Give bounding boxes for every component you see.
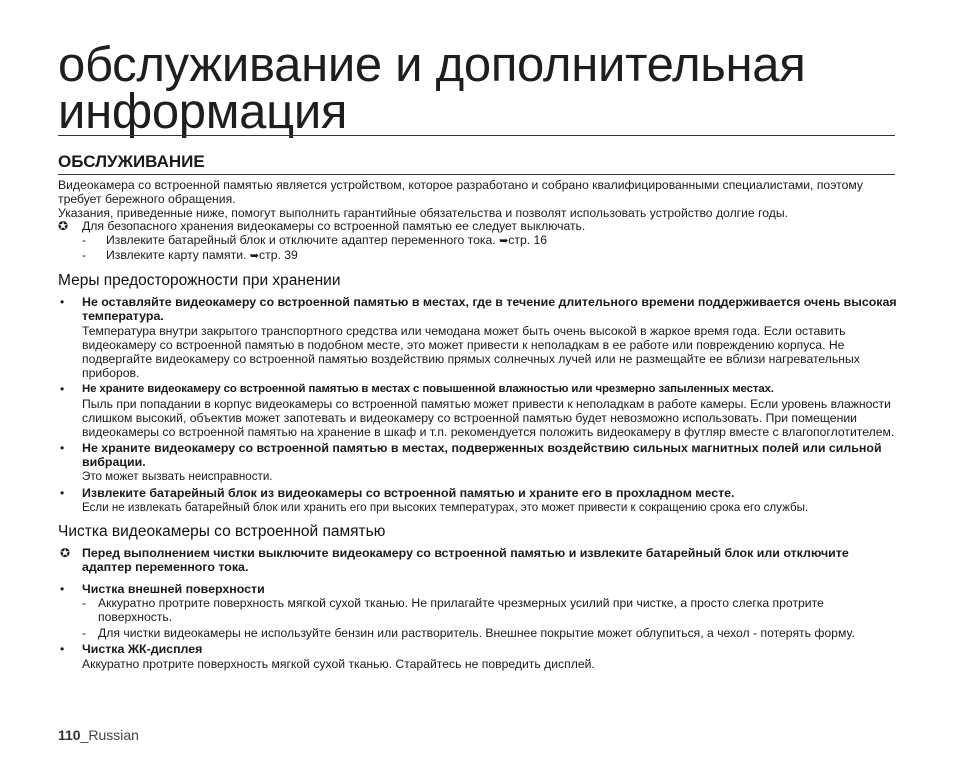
dash-item: - Извлеките батарейный блок и отключите адаптер переменного тока. ➥стр. 16 bbox=[82, 233, 548, 248]
page-ref-arrow-icon: ➥ bbox=[499, 235, 509, 248]
storage-item-title: Извлеките батарейный блок из видеокамеры со встроенной памятью и храните его в прохладном месте. bbox=[82, 485, 735, 500]
page-number: 110 bbox=[58, 727, 81, 743]
cleaning-lcd bbox=[58, 642, 898, 671]
dash-item: - Извлеките карту памяти. ➥стр. 39 bbox=[82, 247, 298, 262]
bullet-mark: • bbox=[60, 485, 65, 500]
dash-item-text: Извлеките карту памяти. bbox=[106, 247, 247, 262]
storage-item bbox=[58, 295, 898, 380]
intro-paragraph-2: Указания, приведенные ниже, помогут выполнить гарантийные обязательства и позволят использовать устройство долгие годы. bbox=[58, 205, 789, 220]
cleaning-note bbox=[58, 546, 898, 574]
page-ref[interactable]: стр. 39 bbox=[259, 247, 298, 262]
cleaning-lcd-title: Чистка ЖК-дисплея bbox=[82, 641, 203, 656]
cleaning-surface-title: Чистка внешней поверхности bbox=[82, 581, 265, 596]
page-footer bbox=[58, 727, 139, 743]
dash-item: - Аккуратно протрите поверхность мягкой сухой тканью. Не прилагайте чрезмерных усилий при чистке, а просто слегка протрите поверхность. bbox=[82, 596, 898, 624]
storage-item-title: Не храните видеокамеру со встроенной памятью в местах, подверженных воздействию сильных магнитных полей или сильной вибрации. bbox=[82, 440, 882, 469]
page-title-line2: информация bbox=[58, 85, 348, 139]
note-text: Для безопасного хранения видеокамеры со встроенной памятью ее следует выключать. bbox=[82, 219, 586, 234]
cleaning-surface bbox=[58, 582, 898, 640]
storage-item-title: Не оставляйте видеокамеру со встроенной памятью в местах, где в течение длительного времени поддерживается очень высокая температура. bbox=[82, 294, 897, 323]
storage-item bbox=[58, 486, 898, 515]
storage-item-title: Не храните видеокамеру со встроенной памятью в местах с повышенной влажностью или чрезмерно запыленных местах. bbox=[82, 382, 774, 395]
bullet-mark: • bbox=[60, 440, 65, 455]
bullet-mark: • bbox=[60, 294, 65, 309]
page-ref-arrow-icon: ➥ bbox=[249, 249, 260, 262]
storage-item bbox=[58, 441, 898, 484]
footer-separator: _ bbox=[80, 727, 89, 743]
storage-item bbox=[58, 382, 898, 439]
storage-item-body: Это может вызвать неисправности. bbox=[82, 469, 273, 483]
dash-item-text: Извлеките батарейный блок и отключите адаптер переменного тока. bbox=[106, 233, 496, 248]
bullet-mark: • bbox=[60, 381, 65, 396]
intro-paragraph-1: Видеокамера со встроенной памятью является устройством, которое разработано и собрано квалифицированными специалистами, поэтому требует бережного обращения. bbox=[58, 178, 863, 206]
page-ref[interactable]: стр. 16 bbox=[508, 233, 548, 248]
storage-item-body: Температура внутри закрытого транспортного средства или чемодана может быть очень высокой в жаркое время года. Если оставить видеокамеру со встроенной памятью в подобном месте, это может привести к неполадкам в ее работе или повреждению корпуса. Не подвергайте видеокамеру со встроенной памятью воздействию прямых солнечных лучей или не размещайте ее вблизи нагревательных приборов. bbox=[82, 323, 860, 380]
section-heading: ОБСЛУЖИВАНИЕ bbox=[58, 152, 895, 175]
bullet-mark: • bbox=[60, 581, 65, 596]
storage-item-body: Пыль при попадании в корпус видеокамеры со встроенной памятью может привести к неполадкам в работе камеры. Если уровень влажности слишком высокий, объектив может запотевать и видеокамеру со встроенной памятью будет невозможно использовать. При помещении видеокамеры со встроенной памятью на хранение в шкаф и т.п. рекомендуется положить видеокамеру в футляр вместе с влагопоглотителем. bbox=[82, 396, 895, 439]
storage-item-body: Если не извлекать батарейный блок или хранить его при высоких температурах, это может привести к сокращению срока его службы. bbox=[82, 500, 809, 514]
note-icon: ✪ bbox=[58, 219, 69, 234]
dash-item: - Для чистки видеокамеры не используйте бензин или растворитель. Внешнее покрытие может облупиться, а чехол - потерять форму. bbox=[82, 625, 855, 640]
page-title-line1: обслуживание и дополнительная bbox=[58, 38, 806, 92]
storage-heading: Меры предосторожности при хранении bbox=[58, 271, 341, 289]
bullet-mark: • bbox=[60, 641, 65, 656]
title-divider bbox=[58, 135, 895, 136]
storage-note bbox=[58, 220, 898, 234]
footer-language: Russian bbox=[88, 727, 139, 743]
page-title bbox=[58, 38, 918, 139]
cleaning-heading: Чистка видеокамеры со встроенной памятью bbox=[58, 522, 386, 540]
cleaning-note-text: Перед выполнением чистки выключите видеокамеру со встроенной памятью и извлеките батарейный блок или отключите адаптер переменного тока. bbox=[82, 545, 849, 574]
dash-item-text: Для чистки видеокамеры не используйте бензин или растворитель. Внешнее покрытие может облупиться, а чехол - потерять форму. bbox=[98, 625, 855, 640]
cleaning-lcd-text: Аккуратно протрите поверхность мягкой сухой тканью. Старайтесь не повредить дисплей. bbox=[82, 656, 595, 671]
note-icon: ✪ bbox=[60, 545, 71, 560]
content-area bbox=[58, 152, 898, 671]
dash-item-text: Аккуратно протрите поверхность мягкой сухой тканью. Не прилагайте чрезмерных усилий при чистке, а просто слегка протрите поверхность. bbox=[98, 595, 824, 624]
